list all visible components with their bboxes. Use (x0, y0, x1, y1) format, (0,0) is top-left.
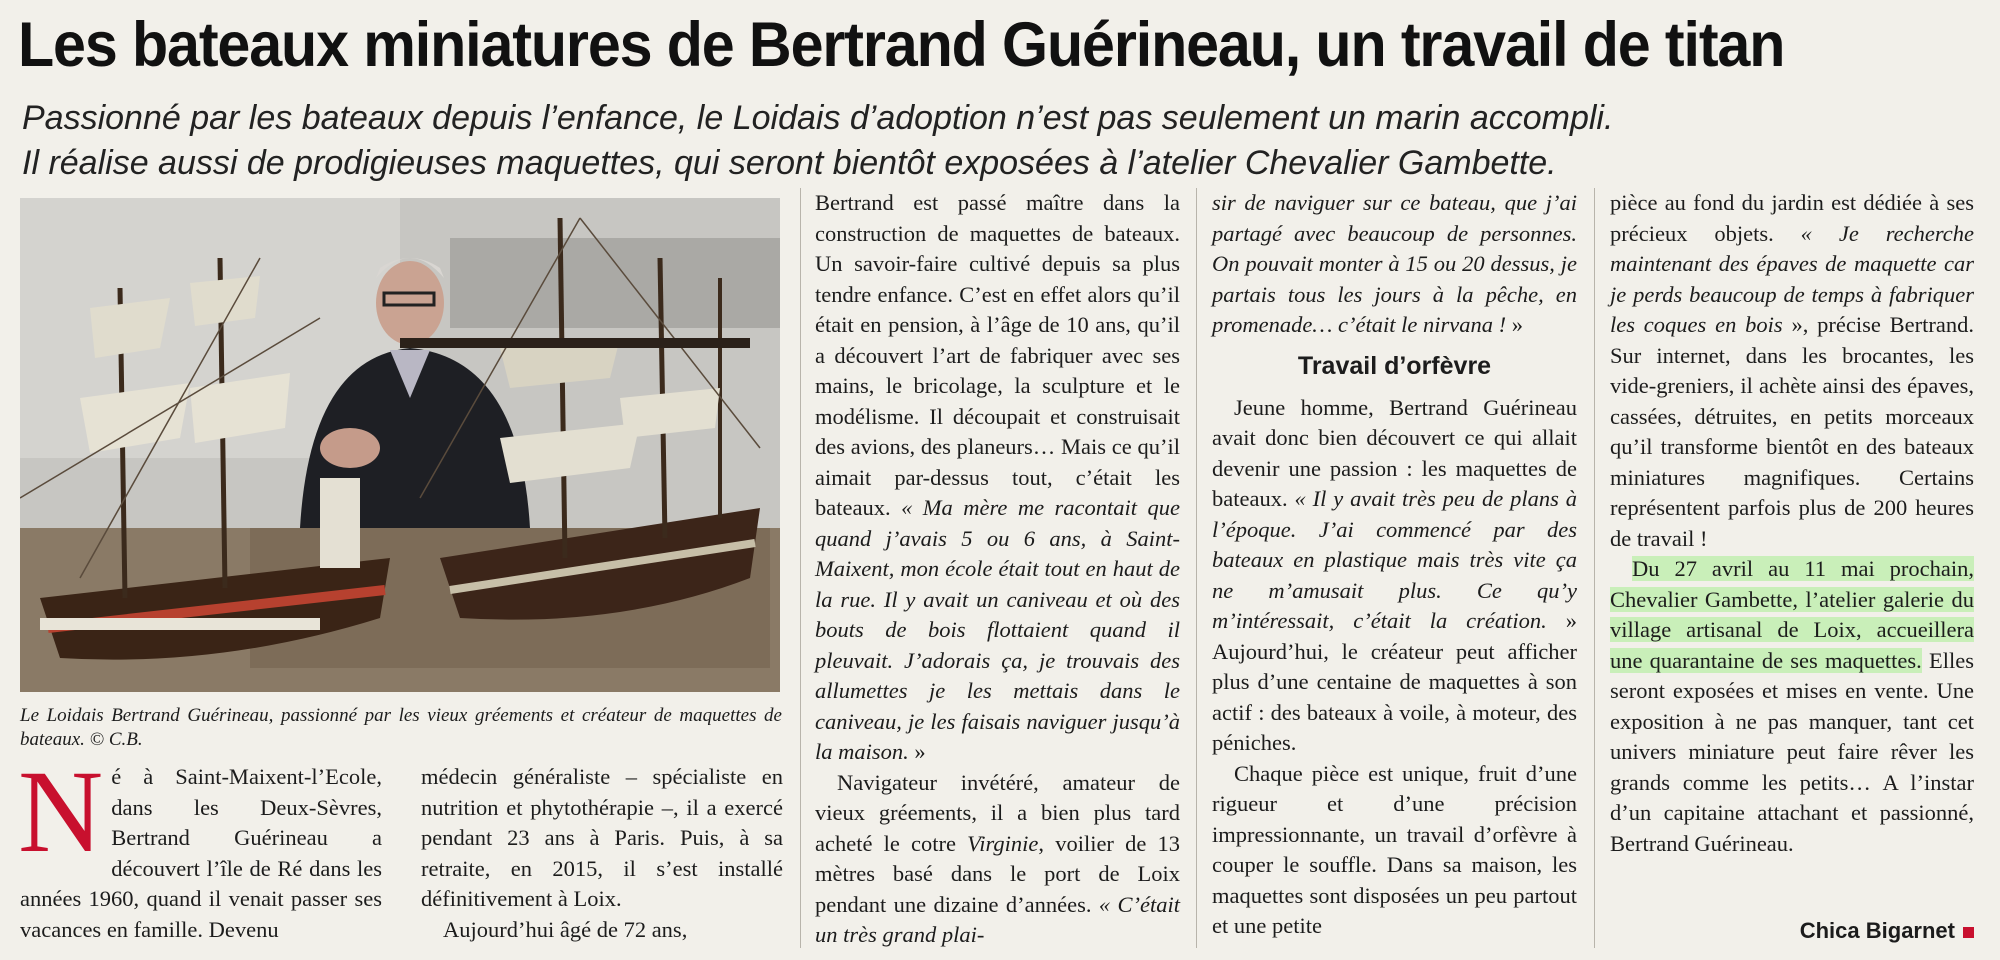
photo-caption: Le Loidais Bertrand Guérineau, passionné par les vieux gréements et créateur de maquettes de bateaux. © C.B. (20, 705, 782, 750)
text: Jeune homme, Bertrand Guérineau avait donc bien découvert ce qui allait devenir une passion : les maquettes de bateaux. (1212, 394, 1577, 511)
text: , voilier de 13 mètres basé dans le port de Loix pendant une dizaine d’années. (815, 830, 1180, 917)
paragraph (1212, 188, 1577, 341)
paragraph (815, 188, 1180, 768)
column-rule (800, 188, 801, 948)
boat-name: Virginie (967, 830, 1039, 856)
article-column-2 (421, 762, 783, 945)
paragraph (18, 746, 382, 945)
text: pièce au fond du jardin est dédiée à ses précieux objets. (1610, 190, 1974, 246)
article-photo (20, 198, 780, 692)
quote: « Ma mère me racontait que quand j’avais 5 ou 6 ans, à Saint-Maixent, mon école était tout en haut de la rue. Il y avait un caniveau et où des bouts de bois flottaient quand il pleuvait. J’adorais ça, je trouvais des allumettes je les mettais dans le caniveau, je les faisais naviguer jusqu’à la maison. (815, 495, 1180, 764)
text: Bertrand est passé maître dans la construction de maquettes de bateaux. Un savoir-faire cultivé depuis sa plus tendre enfance. C’est en effet alors qu’il était en pension, à l’âge de 10 ans, qu’il a découvert l’art de fabriquer avec ses mains, le bricolage, la sculpture et le modélisme. Il découpait et construisait des avions, des planeurs… Mais ce qu’il aimait par-dessus tout, c’était les bateaux. (815, 190, 1180, 520)
drop-cap: N (18, 746, 104, 877)
text: » Aujourd’hui, le créateur peut afficher plus d’une centaine de maquettes à son actif : des bateaux à voile, à moteur, des péniches. (1212, 608, 1578, 755)
article-column-4 (1212, 188, 1577, 942)
paragraph: Aujourd’hui âgé de 72 ans, (443, 916, 688, 942)
article-column-5 (1610, 188, 1974, 859)
text: Elles seront exposées et mises en vente. Une exposition à ne pas manquer, tant cet univers miniature peut faire rêver les grands comme les petits… A l’instar d’un capitaine attachant et passionné, Bertrand Guérineau. (1610, 647, 1974, 856)
paragraph (1610, 188, 1974, 554)
end-mark-icon (1963, 927, 1974, 938)
paragraph (1212, 393, 1577, 759)
article-column-1 (18, 746, 382, 945)
paragraph: médecin généraliste – spécialiste en nutrition et phytothérapie –, il a exercé pendant 23 ans à Paris. Puis, à sa retraite, en 2015, il s’est installé définitivement à Loix. (421, 764, 783, 911)
model-ships-photo (20, 198, 780, 692)
paragraph (1610, 554, 1974, 859)
quote: « C’était un très grand plai- (815, 891, 1180, 947)
text: » (1506, 312, 1523, 337)
author-name: Chica Bigarnet (1799, 918, 1955, 943)
paragraph-text: é à Saint-Maixent-l’Ecole, dans les Deux-Sèvres, Bertrand Guérineau a découvert l’île de Ré dans les années 1960, quand il venait passer ses vacances en famille. Devenu (20, 764, 382, 942)
highlighted-text: Du 27 avril au 11 mai prochain, Chevalier Gambette, l’atelier galerie du village artisanal de Loix, accueillera une quarantaine de ses maquettes. (1610, 556, 1974, 673)
subheading: Travail d’orfèvre (1297, 351, 1492, 380)
column-rule (1196, 188, 1197, 948)
quote: sir de naviguer sur ce bateau, que j’ai partagé avec beaucoup de personnes. On pouvait monter à 15 ou 20 dessus, je partais tous les jours à la pêche, en promenade… c’était le nirvana ! (1212, 190, 1577, 337)
text: », précise Bertrand. Sur internet, dans les brocantes, les vide-greniers, il achète ainsi des épaves, cassées, détruites, en petits morceaux qu’il transforme bientôt en des bateaux miniatures magnifiques. Certains représentent parfois plus de 200 heures de travail ! (1610, 312, 1974, 551)
article-column-3 (815, 188, 1180, 951)
text: Navigateur invétéré, amateur de vieux gréements, il a bien plus tard acheté le cotre (815, 769, 1180, 856)
paragraph (815, 768, 1180, 951)
deck (22, 96, 1982, 186)
deck-line-2: Il réalise aussi de prodigieuses maquettes, qui seront bientôt exposées à l’atelier Chevalier Gambette. (22, 144, 1557, 182)
author-byline (1800, 918, 1974, 944)
column-rule (1594, 188, 1595, 948)
quote: « Je recherche maintenant des épaves de maquette car je perds beaucoup de temps à fabriquer les coques en bois (1610, 220, 1975, 337)
headline: Les bateaux miniatures de Bertrand Guérineau, un travail de titan (18, 10, 1785, 80)
paragraph: Chaque pièce est unique, fruit d’une rigueur et d’une précision impressionnante, un travail d’orfèvre à couper le souffle. Dans sa maison, les maquettes sont disposées un peu partout et une petite (1212, 760, 1577, 938)
quote: « Il y avait très peu de plans à l’époque. J’ai commencé par des bateaux en plastique mais très vite ça ne m’amusait plus. Ce qu’y m’intéressait, c’était la création. (1212, 486, 1578, 633)
deck-line-1: Passionné par les bateaux depuis l’enfance, le Loidais d’adoption n’est pas seulement un marin accompli. (22, 99, 1614, 137)
text: » (908, 739, 926, 764)
